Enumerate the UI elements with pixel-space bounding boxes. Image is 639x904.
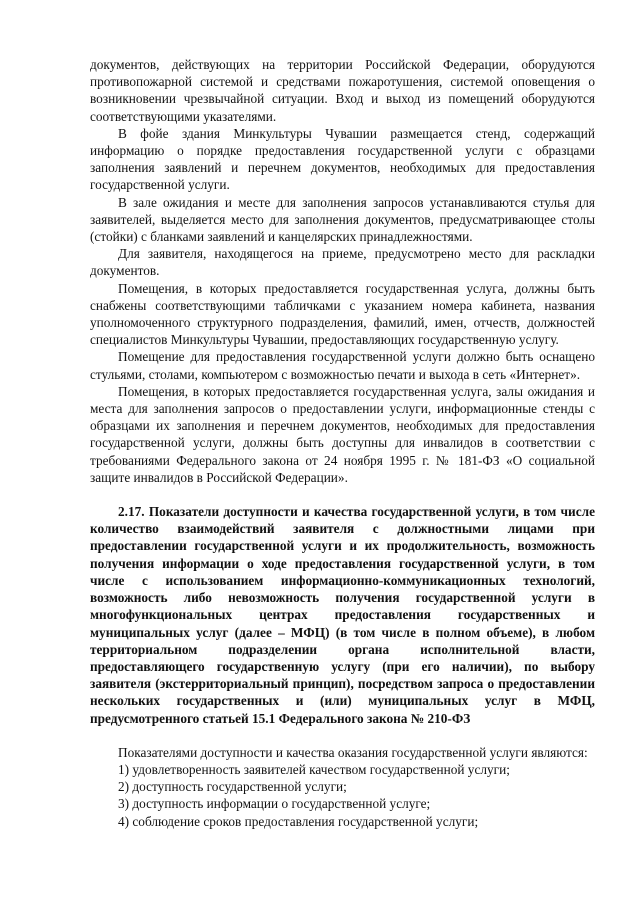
paragraph-accessibility: Помещения, в которых предоставляется государственная услуга, залы ожидания и места для заполнения запросов о предоставлении услуги, информационные стенды с образцами их заполнения и перечнем документов, необходимых для предоставления государственной услуги, должны быть доступны для инвалидов в соответствии с требованиями Федерального закона от 24 ноября 1995 г. № 181-ФЗ «О социальной защите инвалидов в Российской Федерации». [90, 383, 595, 485]
list-item: 2) доступность государственной услуги; [118, 779, 347, 795]
list-item: 1) удовлетворенность заявителей качеством государственной услуги; [118, 761, 510, 777]
paragraph-indicators-intro: Показателями доступности и качества оказания государственной услуги являются: [118, 744, 588, 760]
paragraph-waiting-hall: В зале ожидания и месте для заполнения запросов устанавливаются стулья для заявителей, выделяется место для заполнения документов, предусматривающее столы (стойки) с бланками заявлений и канцелярских принадлежностями. [90, 194, 595, 245]
list-item: 4) соблюдение сроков предоставления государственной услуги; [118, 813, 479, 829]
list-item: 3) доступность информации о государственной услуге; [118, 796, 431, 812]
document-page [90, 56, 595, 830]
paragraph-foyer-stand: В фойе здания Минкультуры Чувашии размещается стенд, содержащий информацию о порядке предоставления государственной услуги с образцами заполнения заявлений и перечнем документов, необходимых для предоставления государственной услуги. [90, 125, 595, 193]
section-heading-2-17: 2.17. Показатели доступности и качества государственной услуги, в том числе количество взаимодействий заявителя с должностными лицами при предоставлении государственной услуги и их продолжительность, возможность получения информации о ходе предоставления государственной услуги, в том числе с использованием информационно-коммуникационных технологий, возможность либо невозможность получения государственной услуги в многофункциональных центрах предоставления государственных и муниципальных услуг (далее – МФЦ) (в том числе в полном объеме), в любом территориальном подразделении органа исполнительной власти, предоставляющего государственную услугу (при его наличии), по выбору заявителя (экстерриториальный принцип), посредством запроса о предоставлении нескольких государственных и (или) муниципальных услуг в МФЦ, предусмотренного статьей 15.1 Федерального закона № 210-ФЗ [90, 504, 595, 726]
paragraph-document-place: Для заявителя, находящегося на приеме, предусмотрено место для раскладки документов. [90, 246, 595, 279]
paragraph-equipment: документов, действующих на территории Российской Федерации, оборудуются противопожарной системой и средствами пожаротушения, системой оповещения о возникновении чрезвычайной ситуации. Вход и выход из помещений оборудуются соответствующими указателями. [90, 57, 595, 124]
paragraph-signage: Помещения, в которых предоставляется государственная услуга, должны быть снабжены соответствующими табличками с указанием номера кабинета, названия уполномоченного структурного подразделения, фамилий, имен, отчеств, должностей специалистов Минкультуры Чувашии, предоставляющих государственную услугу. [90, 280, 595, 348]
paragraph-room-equipment: Помещение для предоставления государственной услуги должно быть оснащено стульями, столами, компьютером с возможностью печати и выхода в сеть «Интернет». [90, 349, 595, 382]
